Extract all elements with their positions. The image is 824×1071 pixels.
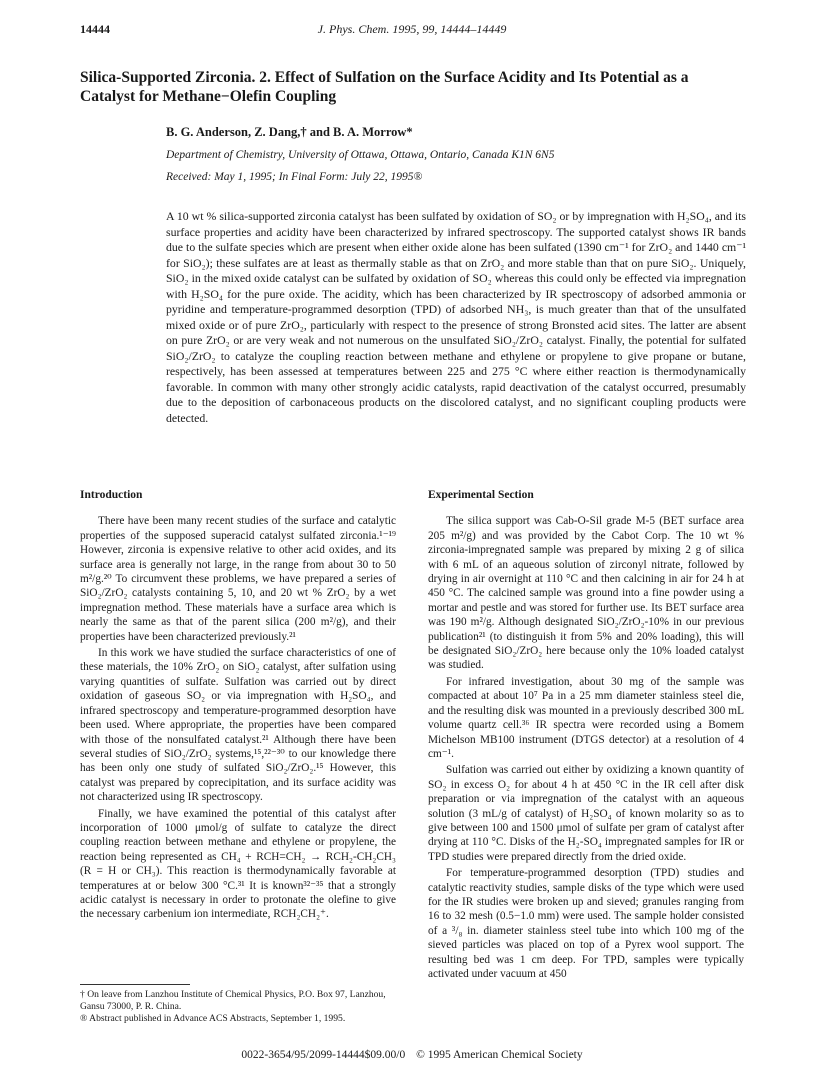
copyright: © 1995 American Chemical Society	[416, 1049, 583, 1061]
footnote-divider	[80, 984, 190, 985]
page-number: 14444	[80, 22, 110, 36]
right-column	[428, 488, 744, 983]
article-title: Silica-Supported Zirconia. 2. Effect of Sulfation on the Surface Acidity and Its Potential as a Catalyst for Methane−Olefin Coupling	[80, 69, 689, 105]
received-dates: Received: May 1, 1995; In Final Form: July 22, 1995®	[166, 171, 423, 183]
intro-paragraph: There have been many recent studies of the surface and catalytic properties of the supposed superacid catalyst sulfated zirconia.¹⁻¹⁹ However, zirconia is expensive relative to other acid oxides, and its surface area is generally not large, in the range from about 30 to 50 m²/g.²⁰ To circumvent these problems, we have prepared a series of SiO₂/ZrO₂ catalysts containing 5, 10, and 20 wt % ZrO₂ by a wet impregnation method. These materials have a surface area which is nearly the same as that of the parent silica (200 m²/g), and their properties have been characterized previously.²¹	[80, 515, 396, 643]
footnote-abstract-published: ® Abstract published in Advance ACS Abstracts, September 1, 1995.	[80, 1013, 346, 1024]
page-footer	[0, 1049, 824, 1061]
experimental-paragraph: For infrared investigation, about 30 mg of the sample was compacted at about 10⁷ Pa in a 25 mm diameter stainless steel die, and the resulting disk was mounted in a previously described 300 mL volume quartz cell.³⁶ IR spectra were recorded using a Bomem Michelson MB100 instrument (DTGS detector) at a resolution of 4 cm⁻¹.	[428, 675, 744, 760]
experimental-paragraph: Sulfation was carried out either by oxidizing a known quantity of SO₂ in excess O₂ for about 4 h at 450 °C in the IR cell after disk preparation or via impregnation of the catalyst with an aqueous solution (3 mL/g of catalyst) of H₂SO₄ of known molarity so as to give between 100 and 1500 μmol of sulfate per gram of catalyst after drying at 110 °C. Disks of the H₂-SO₄ impregnated samples for IR or TPD studies were prepared directly from the dried oxide.	[428, 764, 744, 863]
abstract: A 10 wt % silica-supported zirconia catalyst has been sulfated by oxidation of SO₂ or by impregnation with H₂SO₄, and its surface properties and acidity have been characterized by infrared spectroscopy. The supported catalyst shows IR bands due to the sulfate species which are present when either oxide alone has been sulfated (1390 cm⁻¹ for ZrO₂ and 1440 cm⁻¹ for SiO₂); these sulfates are at least as thermally stable as that on ZrO₂ and more stable than that on pure SiO₂. Uniquely, SiO₂ in the mixed oxide catalyst can be sulfated by oxidation of SO₂ whereas this could only be effected via impregnation with H₂SO₄ for the pure oxide. The acidity, which has been characterized by IR spectroscopy of adsorbed ammonia or pyridine and temperature-programmed desorption (TPD) of adsorbed NH₃, is much greater than that of the unsulfated mixed oxide or of pure ZrO₂, particularly with respect to the presence of strong Bronsted acid sites. The latter are absent on pure ZrO₂ or are very weak and not numerous on the unsulfated SiO₂/ZrO₂ catalyst. Finally, the potential for sulfated SiO₂/ZrO₂ to catalyze the coupling reaction between methane and ethylene or propylene to give propane or butane, respectively, has been assessed at temperatures between 225 and 275 °C where either reaction is thermodynamically favorable. In common with many other strongly acidic catalysts, rapid deactivation of the catalyst occurred, presumably due to the deposition of carbonaceous products on the discolored catalyst, and no significant coupling products were detected.	[166, 209, 746, 425]
author-list: B. G. Anderson, Z. Dang,† and B. A. Morrow*	[166, 125, 413, 139]
footnote-author-leave: † On leave from Lanzhou Institute of Chemical Physics, P.O. Box 97, Lanzhou, Gansu 73000, P. R. China.	[80, 989, 386, 1012]
intro-heading: Introduction	[80, 489, 143, 501]
intro-paragraph: In this work we have studied the surface characteristics of one of these materials, the 10% ZrO₂ on SiO₂ catalyst, after sulfation using varying quantities of sulfate. Sulfation was carried out by direct oxidation of gaseous SO₂ or via impregnation with H₂SO₄, and infrared spectroscopy and temperature-programmed desorption have been used. Where appropriate, the properties have been compared with those of the nonsulfated catalyst.²¹ Although there have been several studies of SiO₂/ZrO₂ systems,¹⁵,²²⁻³⁰ to our knowledge there has been only one study of sulfated SiO₂/ZrO₂.¹⁵ However, this catalyst was prepared by coprecipitation, and its surface acidity was not characterized using IR spectroscopy.	[80, 647, 396, 804]
experimental-heading: Experimental Section	[428, 489, 534, 501]
experimental-paragraph: For temperature-programmed desorption (TPD) studies and catalytic reactivity studies, sample disks of the type which were used for the IR studies were broken up and sieved; granules ranging from 16 to 32 mesh (0.5−1.0 mm) were used. The sample holder consisted of a ³/₈ in. diameter stainless steel tube into which 100 mg of the sieved particles was placed on top of a Pyrex wool support. The resulting bed was 1 cm deep. For TPD, samples were typically activated under vacuum at 450	[428, 867, 744, 980]
left-column	[80, 488, 396, 924]
intro-paragraph: Finally, we have examined the potential of this catalyst after incorporation of 1000 μmol/g of sulfate to catalyze the direct coupling reaction between methane and ethylene or propylene, the reaction being represented as CH₄ + RCH=CH₂ → RCH₂-CH₂CH₃ (R = H or CH₃). This reaction is thermodynamically favorable at temperatures at or below 300 °C.³¹ It is known³²⁻³⁵ that a strongly acidic catalyst is necessary in order to protonate the olefine to give the necessary carbenium ion intermediate, RCH₂CH₂⁺.	[80, 807, 396, 921]
running-header	[80, 22, 744, 42]
journal-citation: J. Phys. Chem. 1995, 99, 14444–14449	[317, 22, 507, 36]
experimental-paragraph: The silica support was Cab-O-Sil grade M-5 (BET surface area 205 m²/g) and was provided by the Cabot Corp. The 10 wt % zirconia-impregnated sample was prepared by mixing 2 g of silica with 6 mL of an aqueous solution of zirconyl nitrate, followed by drying in air overnight at 110 °C and then calcining in air for 24 h at 450 °C. The calcined sample was ground into a fine powder using a mortar and pestle and was stored for further use. Its BET surface area was 190 m²/g. Although designated SiO₂/ZrO₂-10% in our previous publication²¹ (to distinguish it from 5% and 20% loading), this will be designated SiO₂/ZrO₂ here because only the 10% loaded catalyst was studied.	[428, 515, 744, 672]
affiliation: Department of Chemistry, University of Ottawa, Ottawa, Ontario, Canada K1N 6N5	[166, 149, 555, 161]
article-code: 0022-3654/95/2099-14444$09.00/0	[241, 1049, 406, 1061]
